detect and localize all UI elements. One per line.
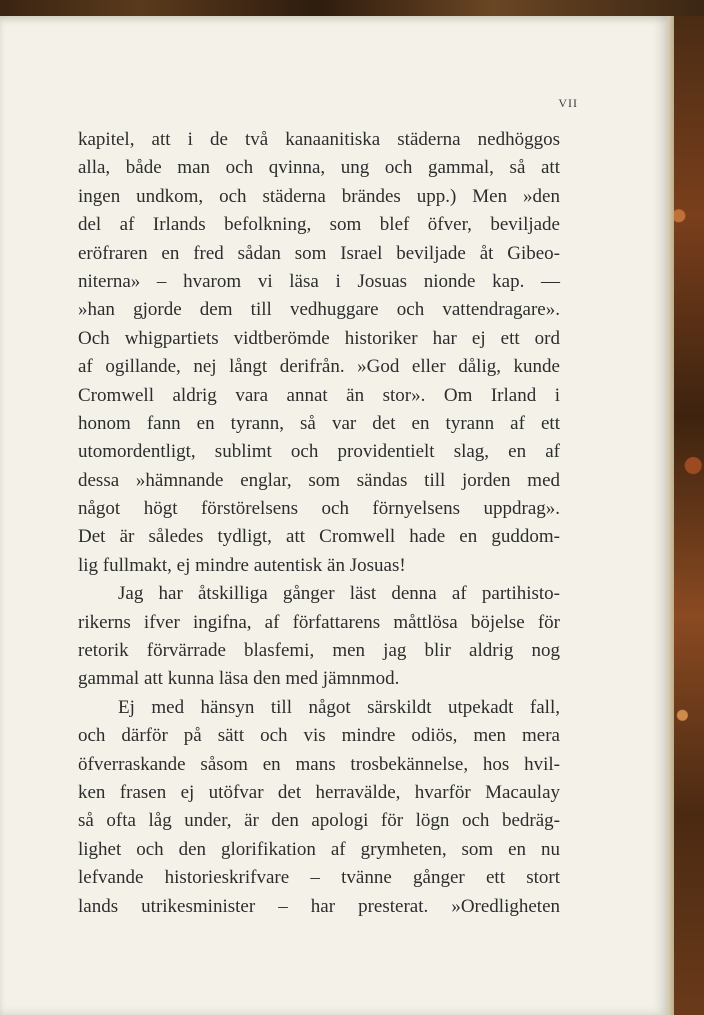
text-line: öfverraskande såsom en mans trosbekännelse, hos hvil- xyxy=(78,753,560,775)
text-line: alla, både man och qvinna, ung och gammal, så att xyxy=(78,157,560,179)
text-line: rikerns ifver ingifna, af författarens måttlösa böjelse för xyxy=(78,611,560,633)
text-line: lighet och den glorifikation af grymheten, som en nu xyxy=(78,838,560,860)
body-text xyxy=(78,126,560,921)
text-line: honom fann en tyrann, så var det en tyrann af ett xyxy=(78,412,560,434)
text-line: Jag har åtskilliga gånger läst denna af partihisto- xyxy=(118,583,560,605)
text-line: lands utrikesminister – har presterat. »Oredligheten xyxy=(78,895,560,917)
text-line: af ogillande, nej långt derifrån. »God eller dålig, kunde xyxy=(78,356,560,378)
page-number: VII xyxy=(558,96,578,110)
text-line: »han gjorde dem till vedhuggare och vattendragare». xyxy=(78,299,560,321)
text-line: Och whigpartiets vidtberömde historiker har ej ett ord xyxy=(78,327,560,349)
text-line: eröfraren en fred sådan som Israel beviljade åt Gibeo- xyxy=(78,242,560,264)
text-line: ken frasen ej utöfvar det herravälde, hvarför Macaulay xyxy=(78,781,560,803)
text-line: och därför på sätt och vis mindre odiös, men mera xyxy=(78,725,560,747)
text-line: kapitel, att i de två kanaanitiska städerna nedhöggos xyxy=(78,129,560,150)
text-line: så ofta låg under, är den apologi för lögn och bedräg- xyxy=(78,810,560,832)
text-line: lig fullmakt, ej mindre autentisk än Josuas! xyxy=(78,554,406,576)
text-line: retorik förvärrade blasfemi, men jag blir aldrig nog xyxy=(78,640,560,662)
text-line: dessa »hämnande englar, som sändas till jorden med xyxy=(78,469,560,491)
text-line: ingen undkom, och städerna brändes upp.) Men »den xyxy=(78,185,560,207)
text-line: Cromwell aldrig vara annat än stor». Om Irland i xyxy=(78,384,560,406)
text-line: del af Irlands befolkning, som blef öfver, beviljade xyxy=(78,214,560,236)
text-line: gammal att kunna läsa den med jämnmod. xyxy=(78,668,400,690)
text-line: lefvande historieskrifvare – tvänne gånger ett stort xyxy=(78,867,560,889)
text-line: Ej med hänsyn till något särskildt utpekadt fall, xyxy=(118,696,560,718)
text-line: utomordentligt, sublimt och providentielt slag, en af xyxy=(78,441,560,463)
text-line: något högt förstörelsens och förnyelsens uppdrag». xyxy=(78,498,560,520)
text-line: Det är således tydligt, att Cromwell hade en guddom- xyxy=(78,526,560,548)
book-cover-edge xyxy=(668,16,704,1015)
text-line: niterna» – hvarom vi läsa i Josuas nionde kap. — xyxy=(78,270,560,292)
